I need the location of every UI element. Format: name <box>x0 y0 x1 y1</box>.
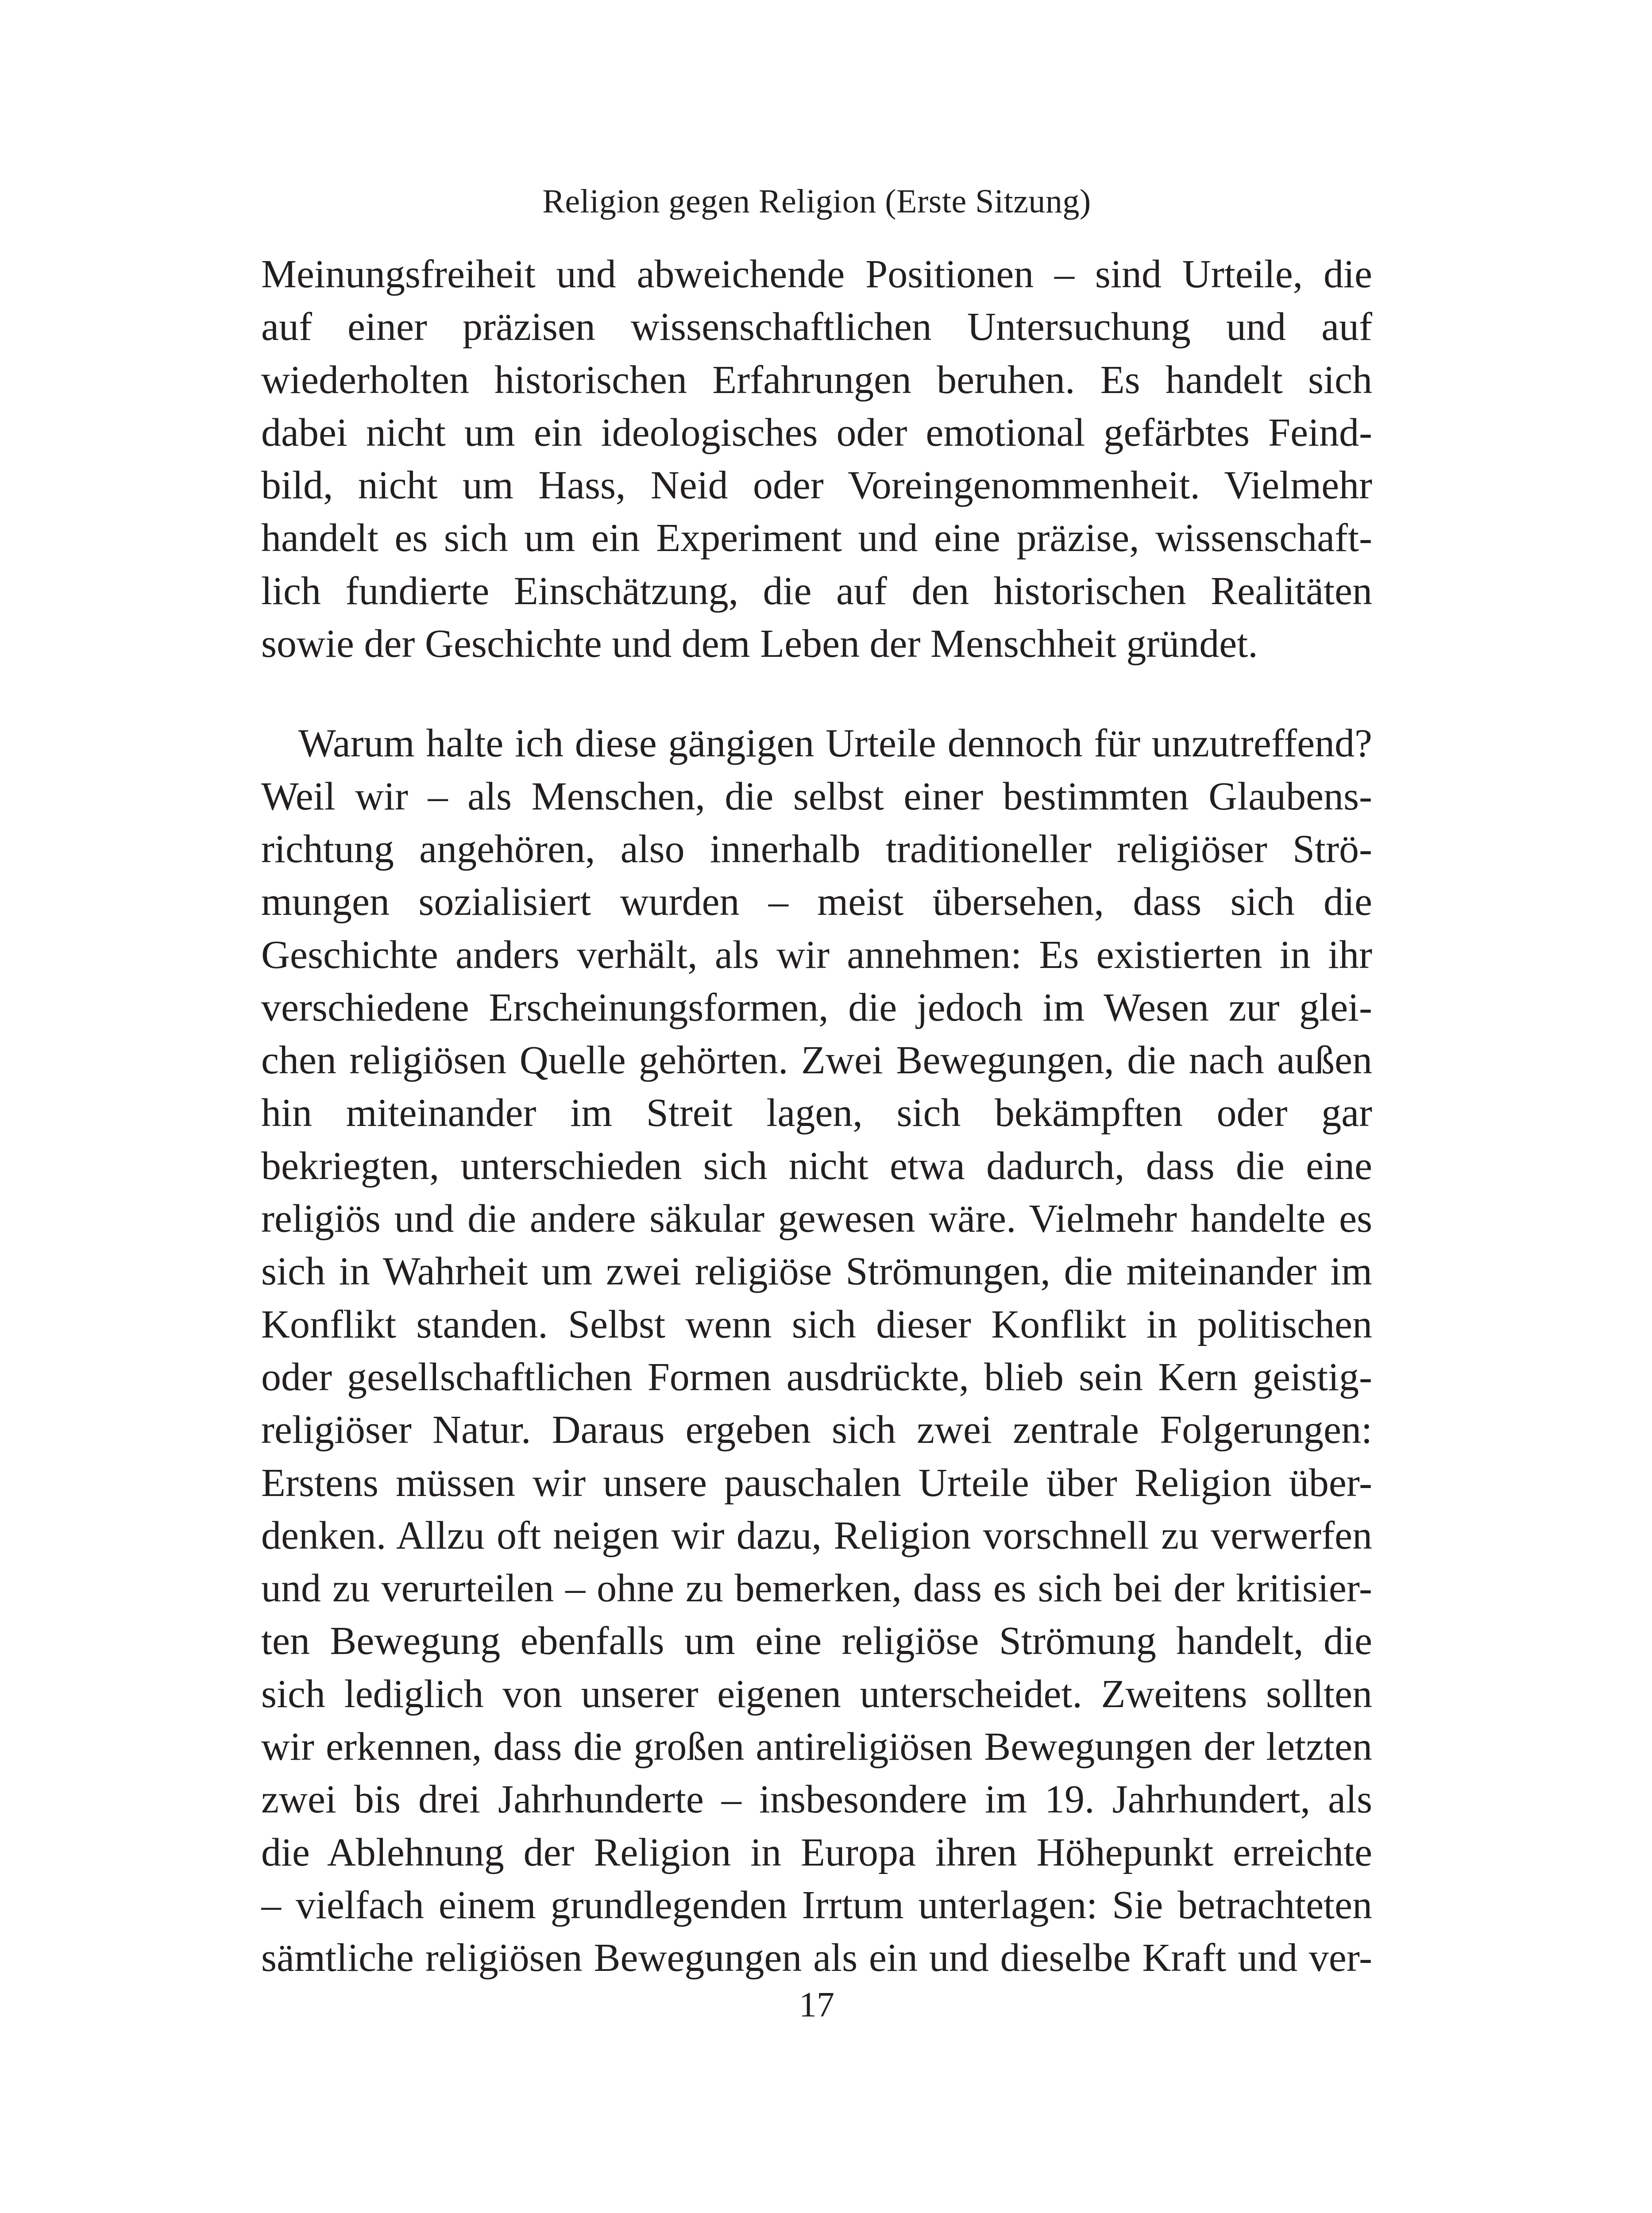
text-line: handelt es sich um ein Experiment und eine präzise, wissenschaft- <box>261 516 1372 560</box>
text-line: sich in Wahrheit um zwei religiöse Strömungen, die miteinander im <box>261 1249 1372 1294</box>
page-number: 17 <box>799 1986 834 2024</box>
running-head: Religion gegen Religion (Erste Sitzung) <box>542 183 1091 220</box>
text-line: mungen sozialisiert wurden – meist übersehen, dass sich die <box>261 880 1372 924</box>
text-line: Konflikt standen. Selbst wenn sich dieser Konflikt in politischen <box>261 1302 1372 1346</box>
text-line: religiöser Natur. Daraus ergeben sich zwei zentrale Folgerungen: <box>261 1408 1372 1452</box>
text-line: wir erkennen, dass die großen antireligiösen Bewegungen der letzten <box>261 1725 1372 1769</box>
text-line: sowie der Geschichte und dem Leben der Menschheit gründet. <box>261 622 1258 666</box>
text-line: die Ablehnung der Religion in Europa ihren Höhepunkt erreichte <box>261 1830 1372 1874</box>
text-line: zwei bis drei Jahrhunderte – insbesondere im 19. Jahrhundert, als <box>261 1777 1372 1822</box>
text-line: wiederholten historischen Erfahrungen beruhen. Es handelt sich <box>261 358 1372 402</box>
text-line: oder gesellschaftlichen Formen ausdrückte, blieb sein Kern geistig- <box>261 1355 1372 1399</box>
text-line: bekriegten, unterschieden sich nicht etwa dadurch, dass die eine <box>261 1144 1372 1188</box>
text-line: auf einer präzisen wissenschaftlichen Untersuchung und auf <box>261 305 1372 349</box>
text-line: Erstens müssen wir unsere pauschalen Urteile über Religion über- <box>261 1461 1372 1505</box>
text-line: Meinungsfreiheit und abweichende Positionen – sind Urteile, die <box>261 252 1372 296</box>
text-line: dabei nicht um ein ideologisches oder emotional gefärbtes Feind- <box>261 410 1372 455</box>
text-line: ten Bewegung ebenfalls um eine religiöse Strömung handelt, die <box>261 1619 1372 1663</box>
paragraph-2 <box>261 717 1372 1984</box>
text-line: sämtliche religiösen Bewegungen als ein und dieselbe Kraft und ver- <box>261 1936 1372 1980</box>
text-line: bild, nicht um Hass, Neid oder Voreingenommenheit. Vielmehr <box>261 463 1372 508</box>
text-line: und zu verurteilen – ohne zu bemerken, dass es sich bei der kritisier- <box>261 1566 1372 1611</box>
text-line: Weil wir – als Menschen, die selbst einer bestimmten Glaubens- <box>261 774 1372 818</box>
text-line: lich fundierte Einschätzung, die auf den historischen Realitäten <box>261 569 1372 613</box>
text-line: religiös und die andere säkular gewesen wäre. Vielmehr handelte es <box>261 1197 1372 1241</box>
paragraph-spacer <box>261 670 1372 717</box>
text-line: Geschichte anders verhält, als wir annehmen: Es existierten in ihr <box>261 933 1372 977</box>
text-line: – vielfach einem grundlegenden Irrtum unterlagen: Sie betrachteten <box>261 1883 1372 1927</box>
text-line: chen religiösen Quelle gehörten. Zwei Bewegungen, die nach außen <box>261 1038 1372 1083</box>
paragraph-1 <box>261 248 1372 670</box>
body-text <box>261 248 1372 1985</box>
text-line: hin miteinander im Streit lagen, sich bekämpften oder gar <box>261 1091 1372 1135</box>
text-line: verschiedene Erscheinungsformen, die jedoch im Wesen zur glei- <box>261 985 1372 1029</box>
text-line: Warum halte ich diese gängigen Urteile dennoch für unzutreffend? <box>298 721 1372 766</box>
text-line: denken. Allzu oft neigen wir dazu, Religion vorschnell zu verwerfen <box>261 1513 1372 1558</box>
text-line: sich lediglich von unserer eigenen unterscheidet. Zweitens sollten <box>261 1672 1372 1716</box>
text-line: richtung angehören, also innerhalb traditioneller religiöser Strö- <box>261 827 1372 871</box>
